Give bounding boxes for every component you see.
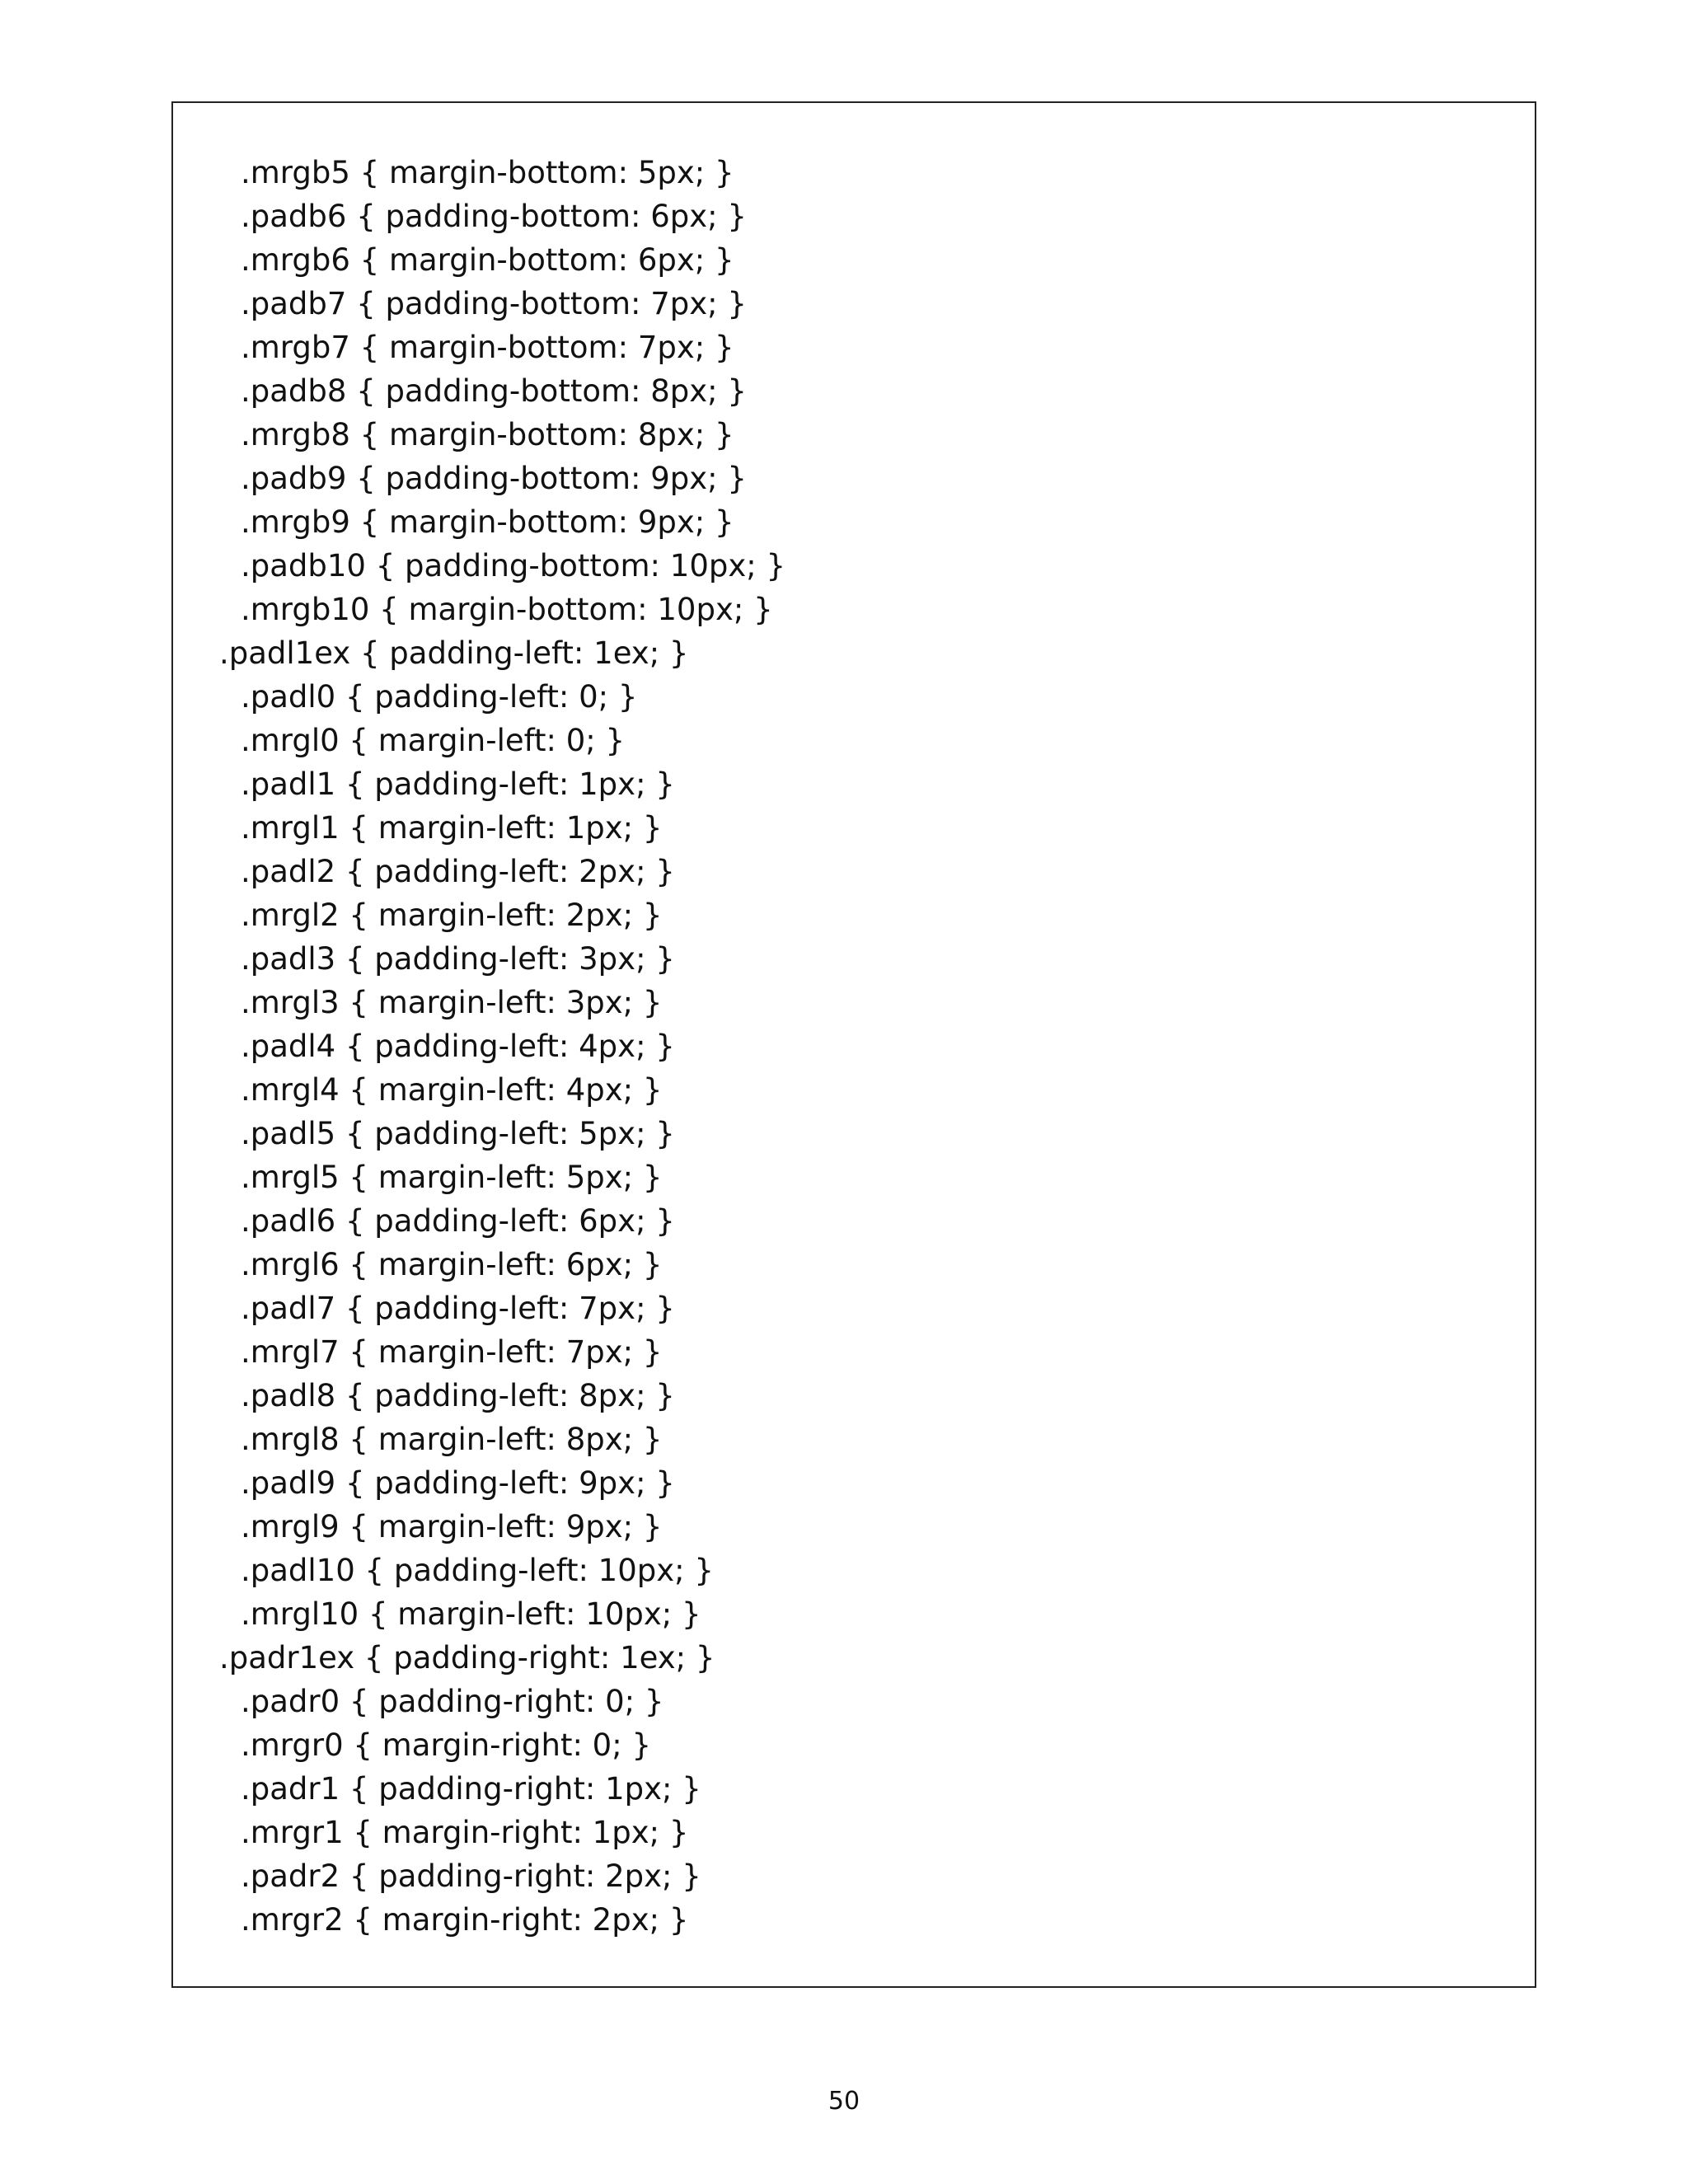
code-listing-box [171, 101, 1536, 1988]
code-line: .padb9 { padding-bottom: 9px; } [241, 461, 747, 496]
code-line: .mrgl8 { margin-left: 8px; } [241, 1422, 663, 1457]
code-line: .mrgr1 { margin-right: 1px; } [241, 1815, 689, 1850]
code-line: .mrgr2 { margin-right: 2px; } [241, 1902, 689, 1938]
code-line: .padl0 { padding-left: 0; } [241, 679, 638, 715]
code-line: .padl2 { padding-left: 2px; } [241, 854, 675, 889]
code-line: .mrgb8 { margin-bottom: 8px; } [241, 417, 734, 452]
code-line: .padl1 { padding-left: 1px; } [241, 766, 675, 802]
code-line: .mrgl7 { margin-left: 7px; } [241, 1334, 663, 1370]
code-line: .mrgl0 { margin-left: 0; } [241, 723, 626, 758]
code-line: .padr1 { padding-right: 1px; } [241, 1771, 701, 1807]
code-line: .mrgl9 { margin-left: 9px; } [241, 1509, 663, 1544]
code-line: .mrgb9 { margin-bottom: 9px; } [241, 504, 734, 540]
code-line: .mrgb7 { margin-bottom: 7px; } [241, 330, 734, 365]
code-line: .mrgb5 { margin-bottom: 5px; } [241, 155, 734, 190]
code-line: .padl4 { padding-left: 4px; } [241, 1029, 675, 1064]
code-line: .padl7 { padding-left: 7px; } [241, 1291, 675, 1326]
code-line: .mrgl6 { margin-left: 6px; } [241, 1247, 663, 1282]
code-listing [173, 151, 785, 1942]
code-line: .padr1ex { padding-right: 1ex; } [219, 1640, 715, 1675]
code-line: .mrgl2 { margin-left: 2px; } [241, 898, 663, 933]
page-number: 50 [828, 2087, 860, 2116]
code-line: .padl8 { padding-left: 8px; } [241, 1378, 675, 1413]
code-line: .mrgl4 { margin-left: 4px; } [241, 1072, 663, 1108]
code-line: .padr0 { padding-right: 0; } [241, 1684, 664, 1719]
code-line: .padb8 { padding-bottom: 8px; } [241, 373, 747, 409]
code-line: .mrgl3 { margin-left: 3px; } [241, 985, 663, 1020]
code-line: .padl6 { padding-left: 6px; } [241, 1203, 675, 1239]
code-line: .mrgl1 { margin-left: 1px; } [241, 810, 663, 846]
code-line: .mrgl5 { margin-left: 5px; } [241, 1160, 663, 1195]
code-line: .padl3 { padding-left: 3px; } [241, 941, 675, 977]
code-line: .padl9 { padding-left: 9px; } [241, 1465, 675, 1501]
code-line: .padl10 { padding-left: 10px; } [241, 1553, 714, 1588]
code-line: .padr2 { padding-right: 2px; } [241, 1858, 701, 1894]
code-line: .padl5 { padding-left: 5px; } [241, 1116, 675, 1151]
code-line: .padb7 { padding-bottom: 7px; } [241, 286, 747, 321]
code-line: .mrgr0 { margin-right: 0; } [241, 1727, 651, 1763]
code-line: .padl1ex { padding-left: 1ex; } [219, 635, 689, 671]
code-line: .mrgl10 { margin-left: 10px; } [241, 1596, 701, 1632]
code-line: .padb6 { padding-bottom: 6px; } [241, 199, 747, 234]
code-line: .mrgb10 { margin-bottom: 10px; } [241, 592, 773, 627]
code-line: .padb10 { padding-bottom: 10px; } [241, 548, 786, 583]
code-line: .mrgb6 { margin-bottom: 6px; } [241, 242, 734, 278]
